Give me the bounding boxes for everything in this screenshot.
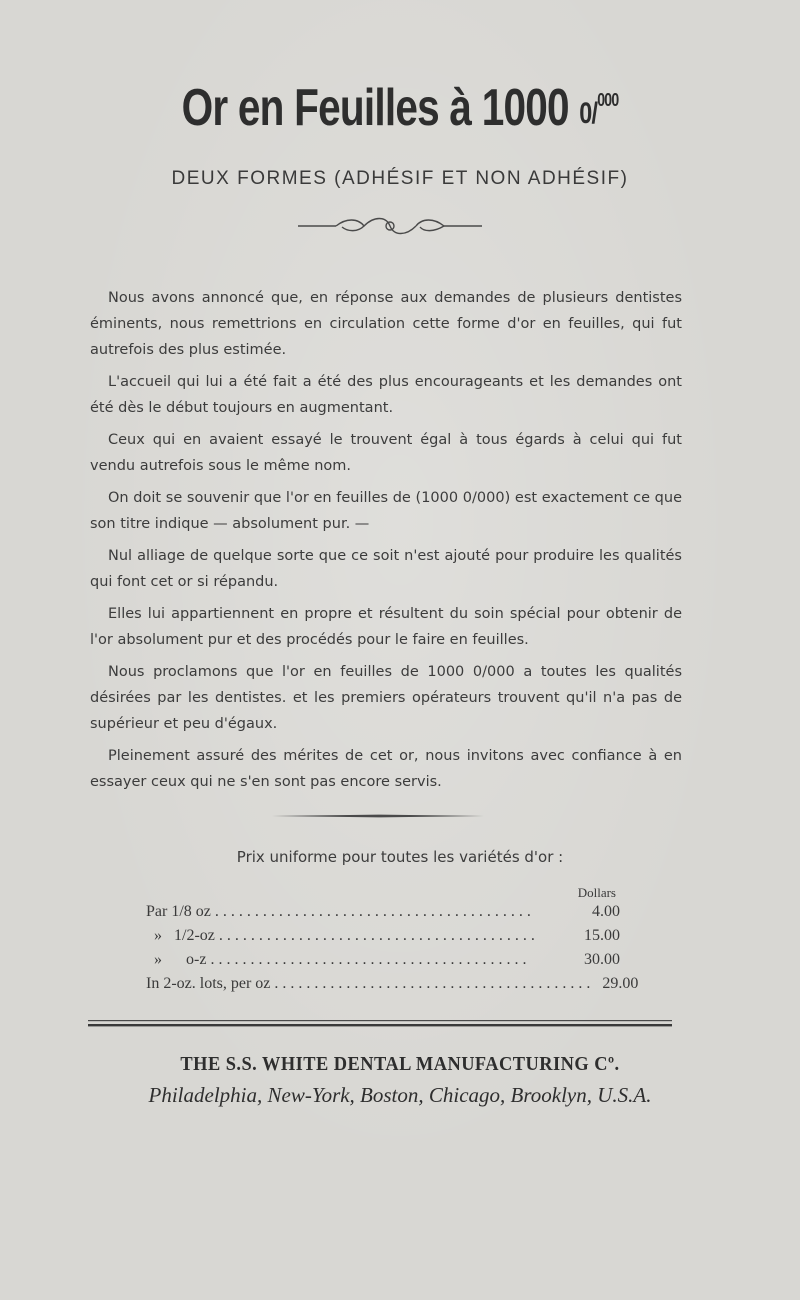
paragraph-1: Nous avons annoncé que, en réponse aux demandes de plusieurs dentistes éminents, nous remettrions en circulation cette forme d'or en feuilles, qui fut autrefois des plus estimée.	[90, 290, 682, 358]
flourish-ornament-icon	[298, 214, 482, 238]
company-name: THE S.S. WHITE DENTAL MANUFACTURING Cº.	[180, 1053, 620, 1075]
price-label: » 1/2-oz	[154, 927, 215, 944]
paragraph-4: On doit se souvenir que l'or en feuilles de (1000 0/000) est exactement ce que son titre indique — absolument pur. —	[90, 490, 682, 532]
price-label: In 2-oz. lots, per oz	[146, 975, 271, 992]
price-table	[146, 885, 639, 999]
price-value: 4.00	[592, 903, 620, 920]
double-rule-divider	[88, 1018, 672, 1028]
price-value: 15.00	[584, 927, 620, 944]
leader-dots: ........................................	[214, 903, 535, 920]
company-cities: Philadelphia, New-York, Boston, Chicago, Brooklyn, U.S.A.	[148, 1083, 652, 1107]
price-row	[146, 927, 620, 951]
price-heading: Prix uniforme pour toutes les variétés d'or :	[236, 848, 564, 866]
paragraph-3: Ceux qui en avaient essayé le trouvent égal à tous égards à celui qui fut vendu autrefois sous le même nom.	[90, 432, 682, 474]
leader-dots: ........................................	[210, 951, 531, 968]
price-row	[146, 951, 620, 975]
paragraph-6: Elles lui appartiennent en propre et résultent du soin spécial pour obtenir de l'or absolument pur et des procédés pour le faire en feuilles.	[90, 606, 682, 648]
title-fraction: 0/$^{000}$	[579, 90, 619, 130]
price-row	[146, 975, 639, 999]
paragraph-8: Pleinement assuré des mérites de cet or, nous invitons avec confiance à en essayer ceux qui ne s'en sont pas encore servis.	[90, 748, 682, 790]
price-label: Par 1/8 oz	[146, 903, 211, 920]
paragraph-7: Nous proclamons que l'or en feuilles de 1000 0/000 a toutes les qualités désirées par les dentistes. et les premiers opérateurs trouvent qu'il n'a pas de supérieur et peu d'égaux.	[90, 664, 682, 732]
section-divider	[272, 814, 484, 818]
page-title	[88, 78, 712, 138]
price-value: 29.00	[602, 975, 639, 992]
paragraph-2: L'accueil qui lui a été fait a été des plus encourageants et les demandes ont été dès le début toujours en augmentant.	[90, 374, 682, 416]
price-value: 30.00	[584, 951, 620, 968]
price-row	[146, 903, 620, 927]
leader-dots: ........................................	[274, 975, 595, 992]
subtitle: DEUX FORMES (ADHÉSIF ET NON ADHÉSIF)	[171, 168, 629, 189]
leader-dots: ........................................	[218, 927, 539, 944]
price-column-header: Dollars	[577, 885, 616, 900]
title-main: Or en Feuilles à 1000	[181, 79, 569, 137]
price-label: » o-z	[154, 951, 207, 968]
paragraph-5: Nul alliage de quelque sorte que ce soit n'est ajouté pour produire les qualités qui font cet or si répandu.	[90, 548, 682, 590]
body-text	[90, 285, 682, 801]
